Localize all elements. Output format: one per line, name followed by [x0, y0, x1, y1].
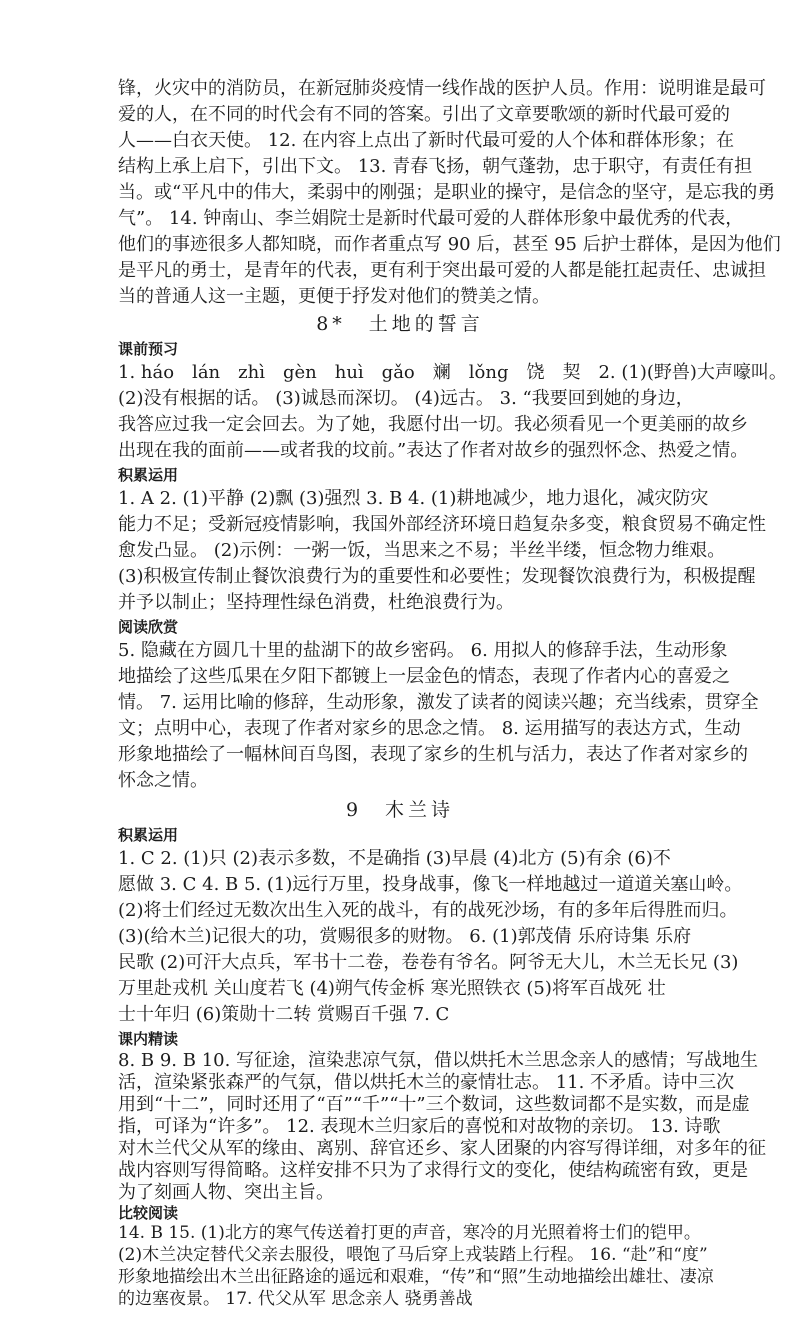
lesson-8-practice-line: 能力不足；受新冠疫情影响，我国外部经济环境日趋复杂多变，粮食贸易不确定性 — [118, 514, 766, 535]
lesson-9-close-reading-line: 活，渲染紧张森严的气氛，借以烘托木兰的豪情壮志。 11. 不矛盾。诗中三次 — [118, 1072, 735, 1093]
lesson-9-practice-line: 1. C 2. (1)只 (2)表示多数，不是确指 (3)早晨 (4)北方 (5)有余 (6)不 — [118, 848, 671, 869]
lesson-9-practice-header: 积累运用 — [118, 826, 179, 844]
lesson-8-reading-line: 文；点明中心，表现了作者对家乡的思念之情。 8. 运用描写的表达方式，生动 — [118, 718, 741, 739]
intro-line: 当的普通人这一主题，更便于抒发对他们的赞美之情。 — [118, 286, 550, 307]
lesson-8-title: 8* 土地的誓言 — [316, 313, 484, 335]
lesson-9-close-reading-header: 课内精读 — [118, 1030, 179, 1048]
lesson-8-practice-line: 并予以制止；坚持理性绿色消费，杜绝浪费行为。 — [118, 592, 514, 613]
lesson-9-title: 9 木兰诗 — [345, 799, 455, 821]
lesson-9-comparison-header: 比较阅读 — [118, 1204, 179, 1222]
lesson-8-preview-line: (2)没有根据的话。 (3)诚恳而深切。 (4)远古。 3. “我要回到她的身边， — [118, 388, 694, 409]
lesson-8-reading-line: 怀念之情。 — [118, 770, 208, 791]
lesson-9-practice-line: (2)将士们经过无数次出生入死的战斗，有的战死沙场，有的多年后得胜而归。 — [118, 900, 738, 921]
lesson-9-practice-line: 士十年归 (6)策勋十二转 赏赐百千强 7. C — [118, 1004, 450, 1025]
lesson-9-close-reading-line: 8. B 9. B 10. 写征途，渲染悲凉气氛，借以烘托木兰思念亲人的感情；写战地生 — [118, 1050, 759, 1071]
intro-line: 是平凡的勇士，是青年的代表，更有利于突出最可爱的人都是能扛起责任、忠诚担 — [118, 260, 766, 281]
lesson-9-practice-line: 万里赴戎机 关山度若飞 (4)朔气传金柝 寒光照铁衣 (5)将军百战死 壮 — [118, 978, 666, 999]
lesson-9-practice-line: 愿做 3. C 4. B 5. (1)远行万里，投身战事，像飞一样地越过一道道关塞山岭。 — [118, 874, 743, 895]
lesson-8-practice-header: 积累运用 — [118, 466, 179, 484]
lesson-9-comparison-line: 形象地描绘出木兰出征路途的遥远和艰难，“传”和“照”生动地描绘出雄壮、凄凉 — [118, 1267, 714, 1287]
lesson-9-comparison-line: 14. B 15. (1)北方的寒气传送着打更的声音，寒冷的月光照着将士们的铠甲。 — [118, 1223, 701, 1243]
intro-line: 气”。 14. 钟南山、李兰娟院士是新时代最可爱的人群体形象中最优秀的代表， — [118, 208, 744, 229]
lesson-9-close-reading-line: 为了刻画人物、突出主旨。 — [118, 1182, 334, 1203]
intro-line: 人——白衣天使。 12. 在内容上点出了新时代最可爱的人个体和群体形象；在 — [118, 130, 735, 151]
lesson-9-close-reading-line: 战内容则写得简略。这样安排不只为了求得行文的变化，使结构疏密有致，更是 — [118, 1160, 748, 1181]
lesson-8-reading-line: 地描绘了这些瓜果在夕阳下都镀上一层金色的情态，表现了作者内心的喜爱之 — [118, 666, 730, 687]
lesson-8-practice-line: (3)积极宣传制止餐饮浪费行为的重要性和必要性；发现餐饮浪费行为，积极提醒 — [118, 566, 756, 587]
lesson-8-preview-line: 1. háo lán zhì gèn huì gǎo 斓 lǒng 饶 契 2. (1)(野兽)大声嚎叫。 — [118, 362, 787, 383]
lesson-8-practice-line: 1. A 2. (1)平静 (2)飘 (3)强烈 3. B 4. (1)耕地减少，地力退化，减灾防灾 — [118, 488, 709, 509]
lesson-9-close-reading-line: 指，可译为“许多”。 12. 表现木兰归家后的喜悦和对故物的亲切。 13. 诗歌 — [118, 1116, 721, 1137]
lesson-8-reading-header: 阅读欣赏 — [118, 618, 179, 636]
lesson-8-preview-header: 课前预习 — [118, 340, 179, 358]
intro-line: 爱的人，在不同的时代会有不同的答案。引出了文章要歌颂的新时代最可爱的 — [118, 104, 730, 125]
lesson-9-close-reading-line: 用到“十二”，同时还用了“百”“千”“十”三个数词，这些数词都不是实数，而是虚 — [118, 1094, 750, 1115]
lesson-8-reading-line: 形象地描绘了一幅林间百鸟图，表现了家乡的生机与活力，表达了作者对家乡的 — [118, 744, 748, 765]
lesson-9-comparison-line: 的边塞夜景。 17. 代父从军 思念亲人 骁勇善战 — [118, 1289, 473, 1309]
lesson-8-reading-line: 5. 隐藏在方圆几十里的盐湖下的故乡密码。 6. 用拟人的修辞手法，生动形象 — [118, 640, 728, 661]
lesson-8-preview-line: 我答应过我一定会回去。为了她，我愿付出一切。我必须看见一个更美丽的故乡 — [118, 414, 748, 435]
lesson-9-comparison-line: (2)木兰决定替代父亲去服役，喂饱了马后穿上戎装踏上行程。 16. “赴”和“度” — [118, 1245, 708, 1265]
intro-line: 锋，火灾中的消防员，在新冠肺炎疫情一线作战的医护人员。作用：说明谁是最可 — [118, 78, 766, 99]
lesson-9-practice-line: (3)(给木兰)记很大的功，赏赐很多的财物。 6. (1)郭茂倩 乐府诗集 乐府 — [118, 926, 692, 947]
lesson-8-preview-line: 出现在我的面前——或者我的坟前。”表达了作者对故乡的强烈怀念、热爱之情。 — [118, 440, 749, 461]
lesson-8-reading-line: 情。 7. 运用比喻的修辞，生动形象，激发了读者的阅读兴趣；充当线索，贯穿全 — [118, 692, 759, 713]
intro-line: 他们的事迹很多人都知晓，而作者重点写 90 后，甚至 95 后护士群体，是因为他们 — [118, 234, 781, 255]
intro-line: 结构上承上启下，引出下文。 13. 青春飞扬，朝气蓬勃，忠于职守，有责任有担 — [118, 156, 753, 177]
lesson-9-practice-line: 民歌 (2)可汗大点兵，军书十二卷，卷卷有爷名。阿爷无大儿，木兰无长兄 (3) — [118, 952, 739, 973]
intro-line: 当。或“平凡中的伟大，柔弱中的刚强；是职业的操守，是信念的坚守，是忘我的勇 — [118, 182, 776, 203]
lesson-9-close-reading-line: 对木兰代父从军的缘由、离别、辞官还乡、家人团聚的内容写得详细，对多年的征 — [118, 1138, 766, 1159]
lesson-8-practice-line: 愈发凸显。 (2)示例：一粥一饭，当思来之不易；半丝半缕，恒念物力维艰。 — [118, 540, 726, 561]
